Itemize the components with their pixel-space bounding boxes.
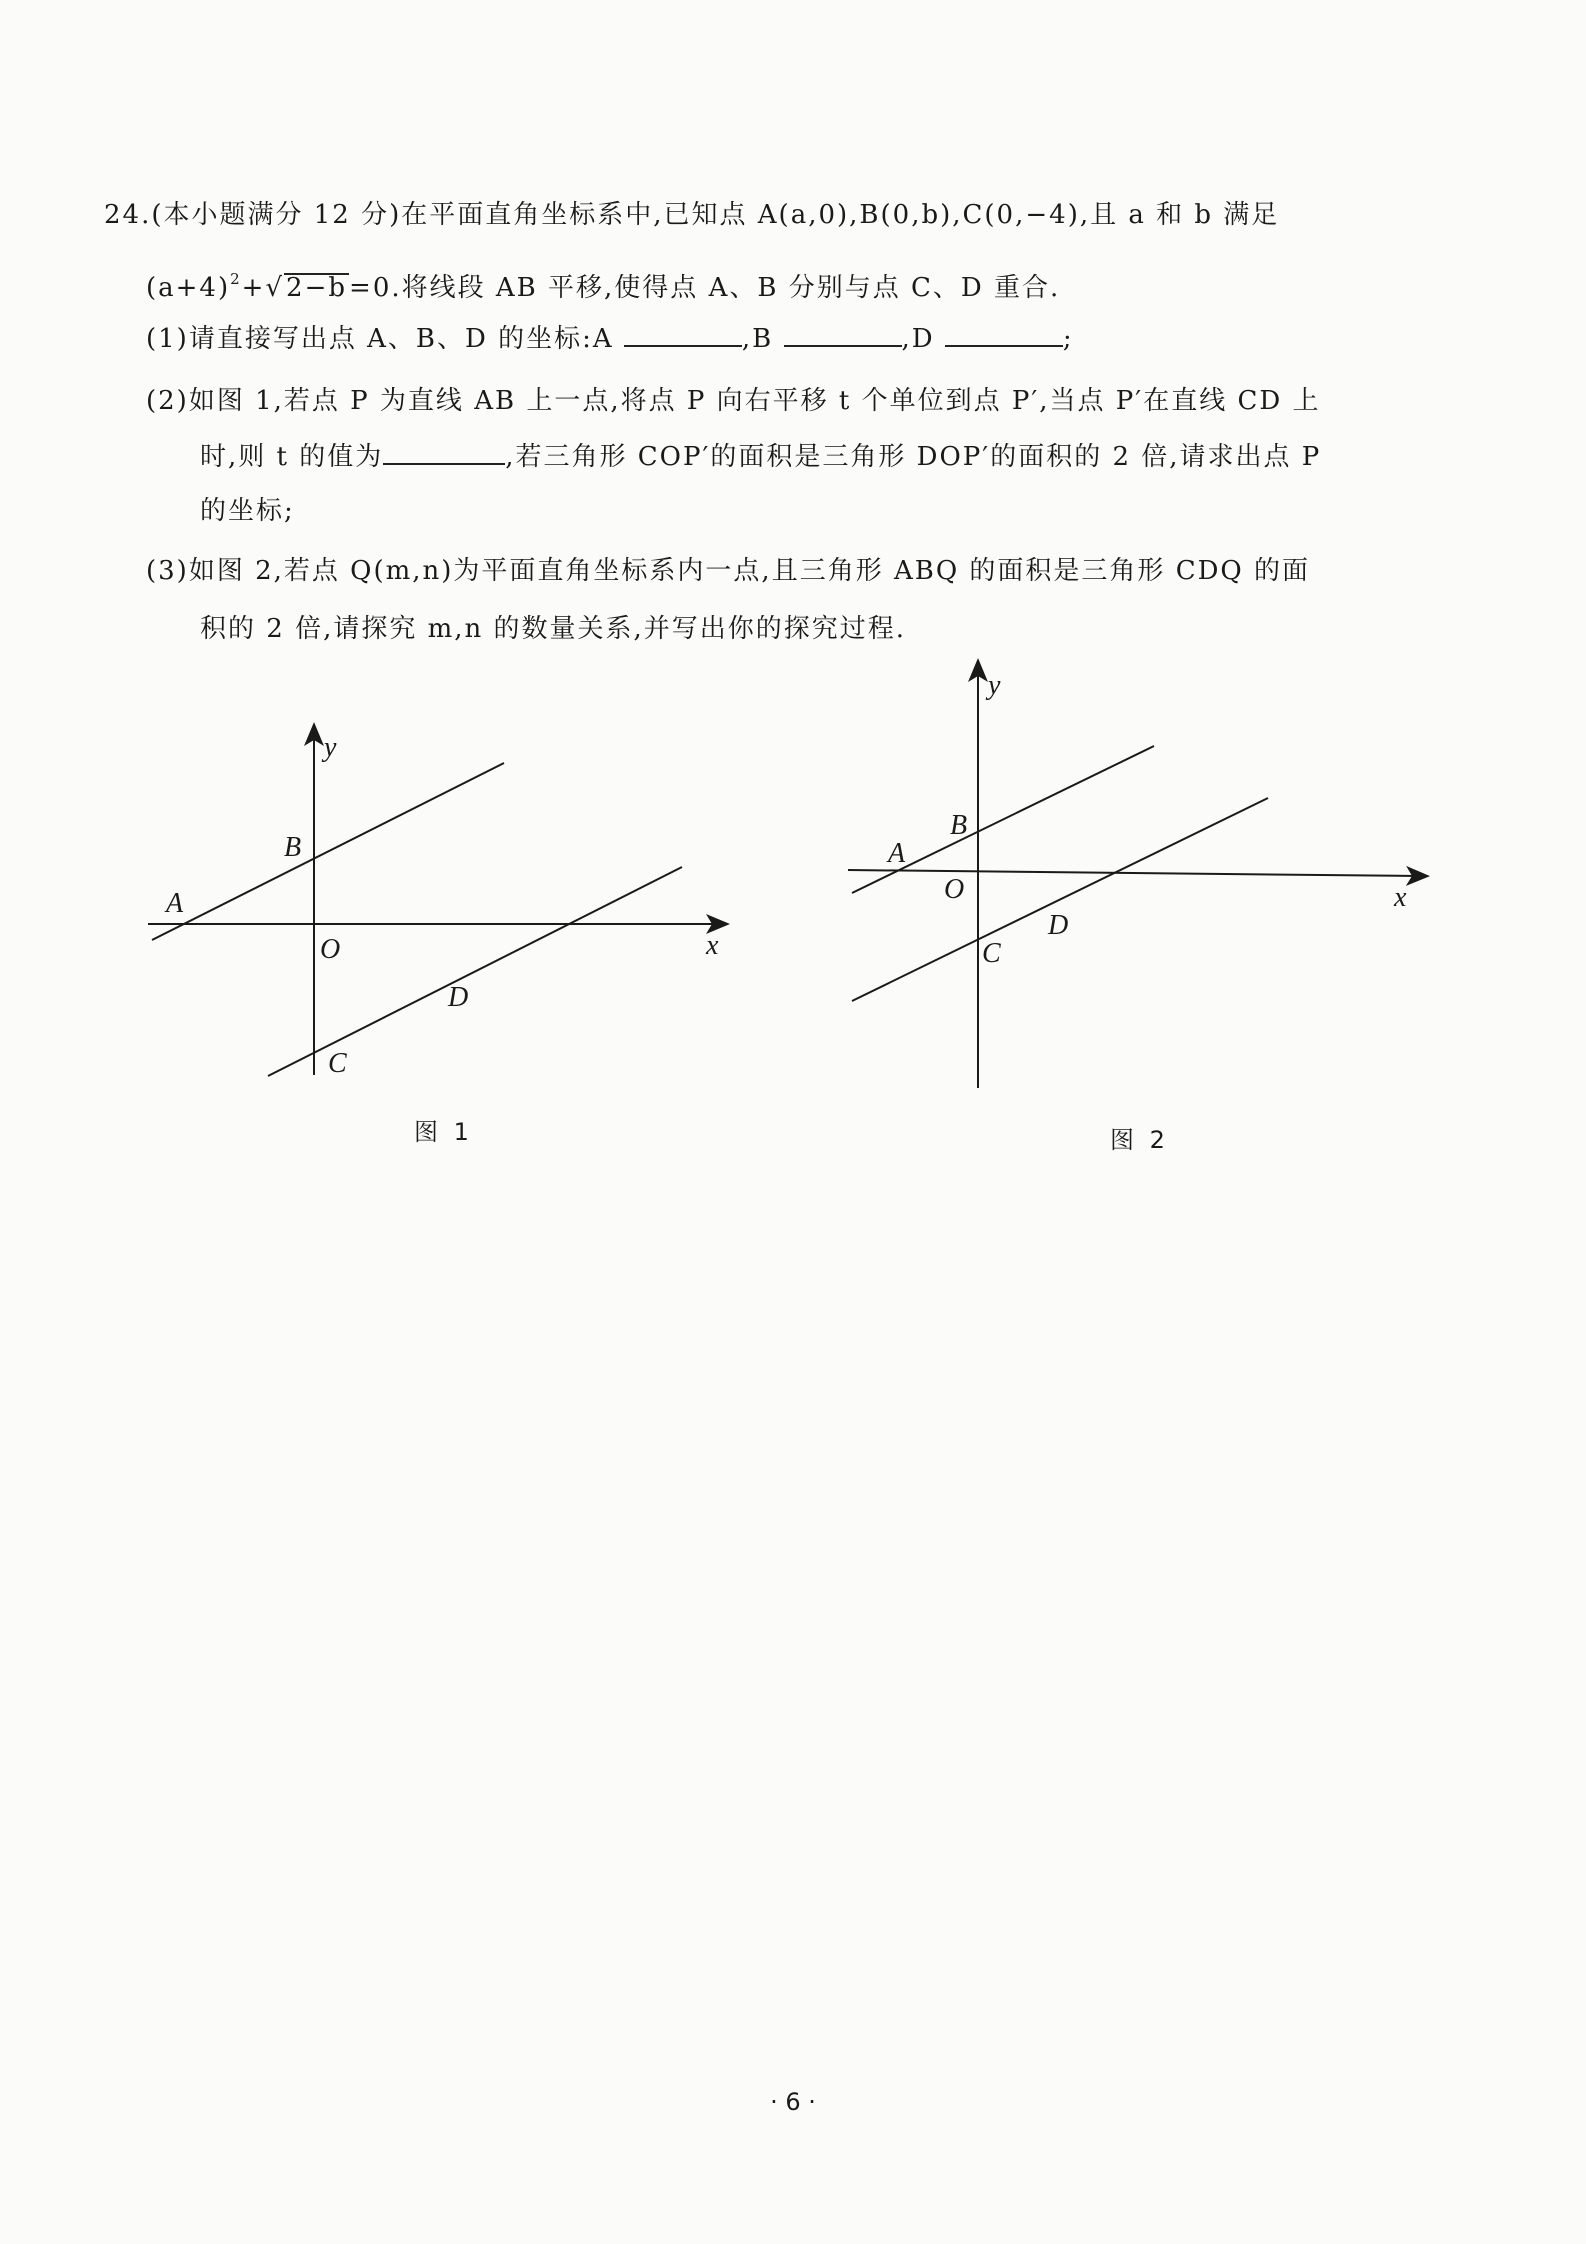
part1-prefix: (1)请直接写出点 A、B、D 的坐标:A	[146, 324, 614, 354]
part2-line3-text: 的坐标;	[200, 496, 295, 526]
fig2-label-c: C	[982, 938, 1001, 969]
part1-b-label: ,B	[741, 324, 774, 354]
problem-header-text: 24.(本小题满分 12 分)在平面直角坐标系中,已知点 A(a,0),B(0,b),C(0,−4),且 a 和 b 满足	[104, 200, 1280, 230]
fig1-label-y: y	[324, 732, 337, 763]
fig2-label-d: D	[1048, 910, 1069, 941]
fig1-label-x: x	[706, 930, 719, 961]
fig2-line-cd	[852, 798, 1268, 1001]
condition-plus: +	[241, 273, 266, 303]
part1-end: ;	[1062, 324, 1074, 354]
condition-post: =0.将线段 AB 平移,使得点 A、B 分别与点 C、D 重合.	[349, 273, 1061, 303]
figure-2-caption: 图 2	[1110, 1126, 1169, 1154]
page-number: · 6 ·	[770, 2088, 816, 2116]
sqrt-sign: √	[265, 273, 285, 303]
fig1-label-o: O	[320, 934, 341, 965]
fig1-label-c: C	[328, 1048, 347, 1079]
condition-sqrt: 2−b	[286, 273, 348, 303]
fig2-label-o: O	[944, 874, 965, 905]
part3-line2-text: 积的 2 倍,请探究 m,n 的数量关系,并写出你的探究过程.	[200, 614, 907, 644]
figure-1-caption: 图 1	[414, 1118, 473, 1146]
fig2-label-y: y	[988, 670, 1001, 701]
part1-d-label: ,D	[901, 324, 935, 354]
part3-line1-text: (3)如图 2,若点 Q(m,n)为平面直角坐标系内一点,且三角形 ABQ 的面积是三角形 CDQ 的面	[146, 556, 1311, 586]
fig2-label-b: B	[950, 810, 968, 841]
part2-line1-text: (2)如图 1,若点 P 为直线 AB 上一点,将点 P 向右平移 t 个单位到点 P′,当点 P′在直线 CD 上	[146, 386, 1321, 416]
fig1-label-b: B	[284, 832, 302, 863]
fig2-x-axis	[848, 870, 1418, 876]
fig1-label-a: A	[166, 888, 184, 919]
fig2-label-x: x	[1394, 882, 1407, 913]
part2-line2-post: ,若三角形 COP′的面积是三角形 DOP′的面积的 2 倍,请求出点 P	[505, 442, 1322, 472]
part2-line2-pre: 时,则 t 的值为	[200, 442, 384, 472]
condition-exponent: 2	[230, 270, 242, 288]
condition-pre: (a+4)	[146, 273, 231, 303]
fig2-label-a: A	[888, 838, 906, 869]
fig1-label-d: D	[448, 982, 469, 1013]
